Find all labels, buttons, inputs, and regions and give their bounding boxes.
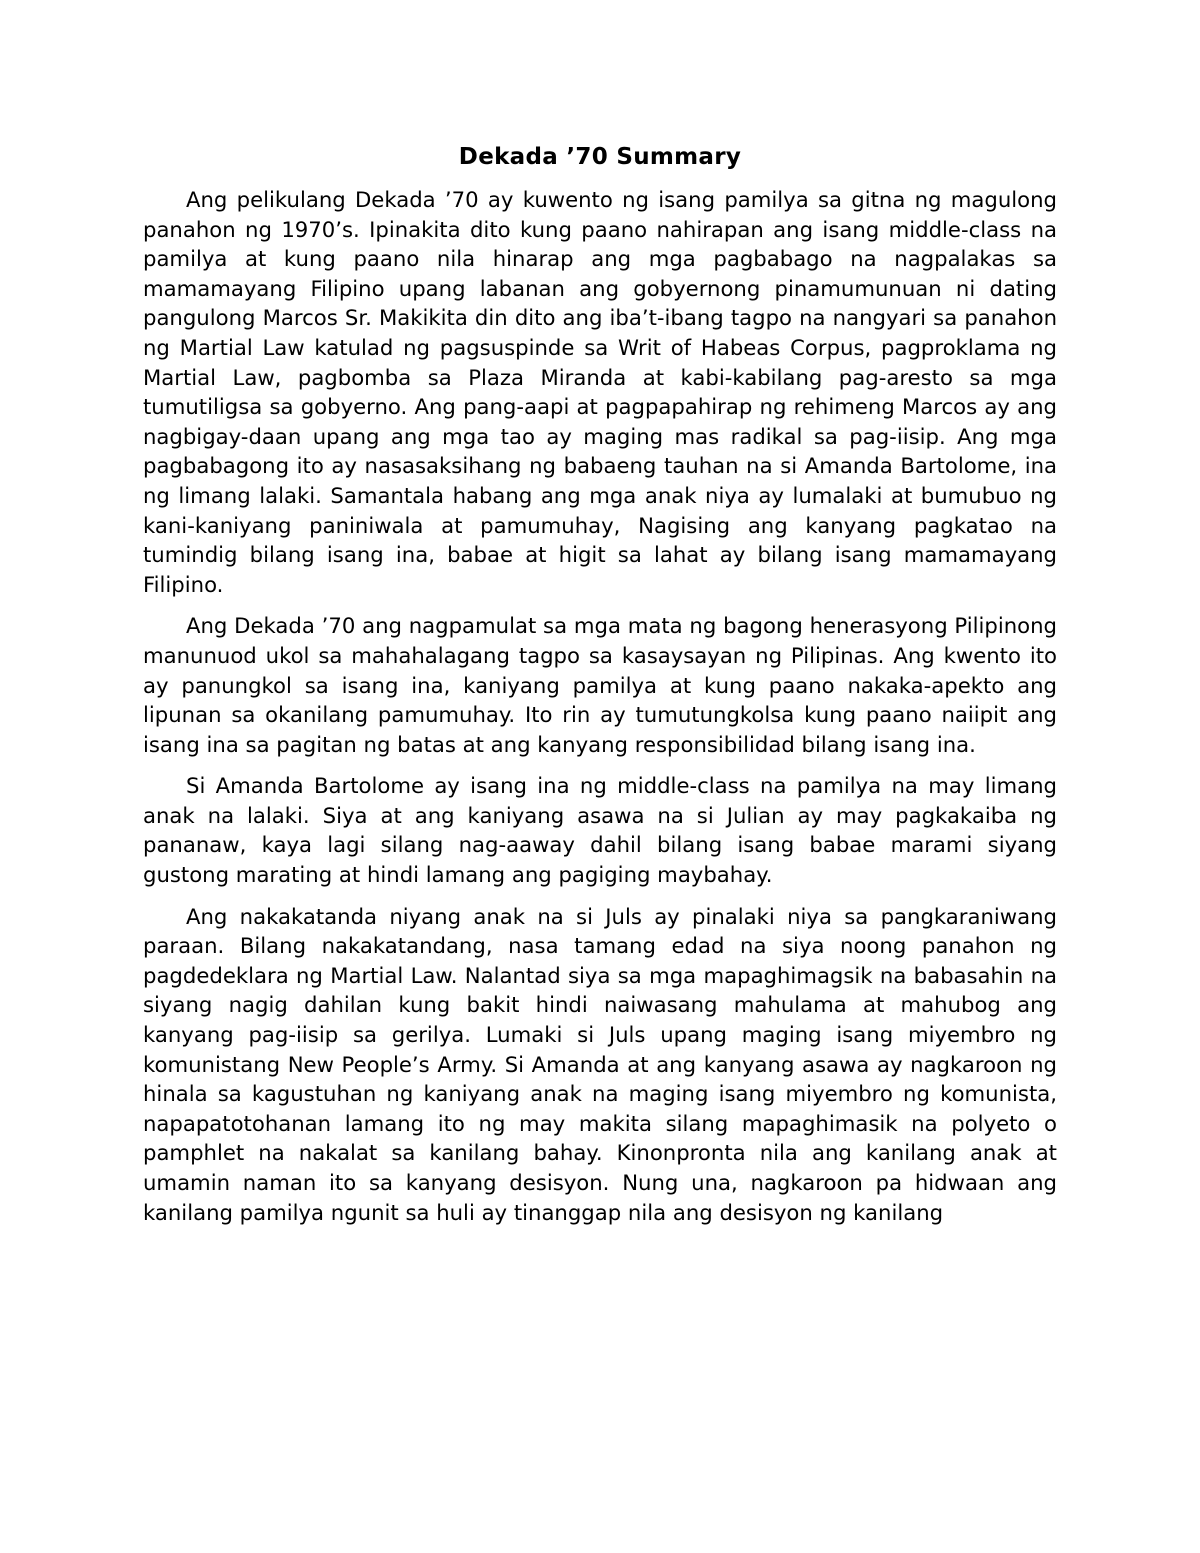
paragraph-2: Ang Dekada ’70 ang nagpamulat sa mga mata ng bagong henerasyong Pilipinong manunuod ukol sa mahahalagang tagpo sa kasaysayan ng Pilipinas. Ang kwento ito ay panungkol sa isang ina, kaniyang pamilya at kung paano nakaka-apekto ang lipunan sa okanilang pamumuhay. Ito rin ay tumutungkolsa kung paano naiipit ang isang ina sa pagitan ng batas at ang kanyang responsibilidad bilang isang ina. [143,613,1057,757]
document-title: Dekada ’70 Summary [458,144,742,170]
document-body [143,138,1057,1239]
paragraph-3: Si Amanda Bartolome ay isang ina ng middle-class na pamilya na may limang anak na lalaki. Siya at ang kaniyang asawa na si Julian ay may pagkakaiba ng pananaw, kaya lagi silang nag-aaway dahil bilang isang babae marami siyang gustong marating at hindi lamang ang pagiging maybahay. [143,773,1057,888]
paragraph-4: Ang nakakatanda niyang anak na si Juls ay pinalaki niya sa pangkaraniwang paraan. Bilang nakakatandang, nasa tamang edad na siya noong panahon ng pagdedeklara ng Martial Law. Nalantad siya sa mga mapaghimagsik na babasahin na siyang nagig dahilan kung bakit hindi naiwasang mahulama at mahubog ang kanyang pag-iisip sa gerilya. Lumaki si Juls upang maging isang miyembro ng komunistang New People’s Army. Si Amanda at ang kanyang asawa ay nagkaroon ng hinala sa kagustuhan ng kaniyang anak na maging isang miyembro ng komunista, napapatotohanan lamang ito ng may makita silang mapaghimasik na polyeto o pamphlet na nakalat sa kanilang bahay. Kinonpronta nila ang kanilang anak at umamin naman ito sa kanyang desisyon. Nung una, nagkaroon pa hidwaan ang kanilang pamilya ngunit sa huli ay tinanggap nila ang desisyon ng kanilang [143,903,1057,1225]
paragraph-1: Ang pelikulang Dekada ’70 ay kuwento ng isang pamilya sa gitna ng magulong panahon ng 1970’s. Ipinakita dito kung paano nahirapan ang isang middle-class na pamilya at kung paano nila hinarap ang mga pagbabago na nagpalakas sa mamamayang Filipino upang labanan ang gobyernong pinamumunuan ni dating pangulong Marcos Sr. Makikita din dito ang iba’t-ibang tagpo na nangyari sa panahon ng Martial Law katulad ng pagsuspinde sa Writ of Habeas Corpus, pagproklama ng Martial Law, pagbomba sa Plaza Miranda at kabi-kabilang pag-aresto sa mga tumutiligsa sa gobyerno. Ang pang-aapi at pagpapahirap ng rehimeng Marcos ay ang nagbigay-daan upang ang mga tao ay maging mas radikal sa pag-iisip. Ang mga pagbabagong ito ay nasasaksihang ng babaeng tauhan na si Amanda Bartolome, ina ng limang lalaki. Samantala habang ang mga anak niya ay lumalaki at bumubuo ng kani-kaniyang paniniwala at pamumuhay, Nagising ang kanyang pagkatao na tumindig bilang isang ina, babae at higit sa lahat ay bilang isang mamamayang Filipino. [143,187,1057,597]
